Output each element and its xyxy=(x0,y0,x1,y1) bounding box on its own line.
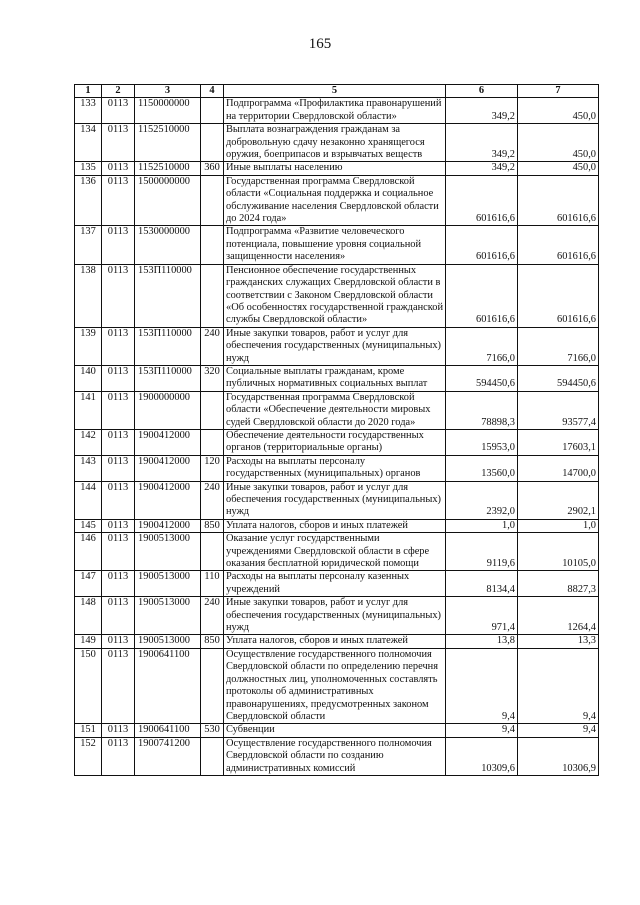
section-code-cell: 0113 xyxy=(102,264,135,327)
table-row xyxy=(75,124,599,162)
table-row xyxy=(75,597,599,635)
row-number-cell: 146 xyxy=(75,533,102,571)
target-code-cell: 1900412000 xyxy=(135,481,201,519)
expense-type-cell: 360 xyxy=(201,162,224,175)
amount-col7-cell: 450,0 xyxy=(518,124,599,162)
row-number-cell: 141 xyxy=(75,391,102,429)
row-number-cell: 133 xyxy=(75,98,102,124)
row-number-cell: 134 xyxy=(75,124,102,162)
item-name-cell: Выплата вознаграждения гражданам за добровольную сдачу незаконно хранящегося оружия, боеприпасов и взрывчатых веществ xyxy=(224,124,446,162)
section-code-cell: 0113 xyxy=(102,98,135,124)
section-code-cell: 0113 xyxy=(102,635,135,648)
table-row xyxy=(75,455,599,481)
amount-col6-cell: 15953,0 xyxy=(446,429,518,455)
target-code-cell: 1900412000 xyxy=(135,519,201,532)
expense-type-cell xyxy=(201,124,224,162)
page-number: 165 xyxy=(308,36,332,52)
item-name-cell: Осуществление государственного полномочия Свердловской области по определению перечня должностных лиц, уполномоченных составлять протоколы об административных правонарушениях, предусмотренных законом Свердловской области xyxy=(224,648,446,723)
expense-type-cell: 120 xyxy=(201,455,224,481)
table-row xyxy=(75,264,599,327)
expense-type-cell xyxy=(201,429,224,455)
item-name-cell: Государственная программа Свердловской области «Обеспечение деятельности мировых судей Свердловской области до 2020 года» xyxy=(224,391,446,429)
table-row xyxy=(75,391,599,429)
amount-col7-cell: 93577,4 xyxy=(518,391,599,429)
row-number-cell: 142 xyxy=(75,429,102,455)
row-number-cell: 144 xyxy=(75,481,102,519)
item-name-cell: Подпрограмма «Развитие человеческого потенциала, повышение уровня социальной защищенности населения» xyxy=(224,226,446,264)
target-code-cell: 153П110000 xyxy=(135,365,201,391)
row-number-cell: 145 xyxy=(75,519,102,532)
expense-type-cell: 240 xyxy=(201,597,224,635)
column-header: 7 xyxy=(518,85,599,98)
amount-col7-cell: 1264,4 xyxy=(518,597,599,635)
expense-type-cell xyxy=(201,98,224,124)
section-code-cell: 0113 xyxy=(102,327,135,365)
table-row xyxy=(75,365,599,391)
amount-col7-cell: 450,0 xyxy=(518,98,599,124)
amount-col7-cell: 601616,6 xyxy=(518,226,599,264)
table-row xyxy=(75,481,599,519)
item-name-cell: Осуществление государственного полномочия Свердловской области по созданию административных комиссий xyxy=(224,737,446,775)
target-code-cell: 1900412000 xyxy=(135,429,201,455)
section-code-cell: 0113 xyxy=(102,724,135,737)
item-name-cell: Иные выплаты населению xyxy=(224,162,446,175)
table-row xyxy=(75,98,599,124)
section-code-cell: 0113 xyxy=(102,737,135,775)
table-row xyxy=(75,737,599,775)
amount-col7-cell: 10306,9 xyxy=(518,737,599,775)
item-name-cell: Социальные выплаты гражданам, кроме публичных нормативных социальных выплат xyxy=(224,365,446,391)
section-code-cell: 0113 xyxy=(102,226,135,264)
target-code-cell: 1152510000 xyxy=(135,124,201,162)
amount-col6-cell: 78898,3 xyxy=(446,391,518,429)
amount-col6-cell: 1,0 xyxy=(446,519,518,532)
target-code-cell: 1530000000 xyxy=(135,226,201,264)
item-name-cell: Иные закупки товаров, работ и услуг для обеспечения государственных (муниципальных) нужд xyxy=(224,327,446,365)
row-number-cell: 147 xyxy=(75,571,102,597)
target-code-cell: 1900513000 xyxy=(135,533,201,571)
table-row xyxy=(75,519,599,532)
item-name-cell: Иные закупки товаров, работ и услуг для обеспечения государственных (муниципальных) нужд xyxy=(224,597,446,635)
row-number-cell: 136 xyxy=(75,175,102,226)
item-name-cell: Пенсионное обеспечение государственных гражданских служащих Свердловской области в соответствии с Законом Свердловской области «Об особенностях государственной гражданской службы Свердловской области» xyxy=(224,264,446,327)
expense-type-cell: 240 xyxy=(201,481,224,519)
amount-col6-cell: 601616,6 xyxy=(446,264,518,327)
amount-col6-cell: 349,2 xyxy=(446,124,518,162)
amount-col6-cell: 9,4 xyxy=(446,724,518,737)
expense-type-cell: 530 xyxy=(201,724,224,737)
amount-col7-cell: 14700,0 xyxy=(518,455,599,481)
target-code-cell: 1900741200 xyxy=(135,737,201,775)
amount-col6-cell: 13560,0 xyxy=(446,455,518,481)
row-number-cell: 149 xyxy=(75,635,102,648)
amount-col6-cell: 349,2 xyxy=(446,98,518,124)
amount-col6-cell: 8134,4 xyxy=(446,571,518,597)
amount-col6-cell: 7166,0 xyxy=(446,327,518,365)
column-header: 2 xyxy=(102,85,135,98)
target-code-cell: 1500000000 xyxy=(135,175,201,226)
amount-col6-cell: 601616,6 xyxy=(446,226,518,264)
row-number-cell: 138 xyxy=(75,264,102,327)
amount-col6-cell: 9119,6 xyxy=(446,533,518,571)
row-number-cell: 152 xyxy=(75,737,102,775)
item-name-cell: Государственная программа Свердловской области «Социальная поддержка и социальное обслуживание населения Свердловской области до 2024 года» xyxy=(224,175,446,226)
item-name-cell: Расходы на выплаты персоналу государственных (муниципальных) органов xyxy=(224,455,446,481)
row-number-cell: 148 xyxy=(75,597,102,635)
section-code-cell: 0113 xyxy=(102,597,135,635)
item-name-cell: Расходы на выплаты персоналу казенных учреждений xyxy=(224,571,446,597)
section-code-cell: 0113 xyxy=(102,391,135,429)
expense-type-cell xyxy=(201,533,224,571)
expense-type-cell: 240 xyxy=(201,327,224,365)
amount-col6-cell: 594450,6 xyxy=(446,365,518,391)
table-header-row xyxy=(75,85,599,98)
table-row xyxy=(75,327,599,365)
expense-type-cell: 110 xyxy=(201,571,224,597)
section-code-cell: 0113 xyxy=(102,481,135,519)
table-row xyxy=(75,429,599,455)
item-name-cell: Уплата налогов, сборов и иных платежей xyxy=(224,519,446,532)
target-code-cell: 153П110000 xyxy=(135,327,201,365)
target-code-cell: 1900412000 xyxy=(135,455,201,481)
amount-col7-cell: 1,0 xyxy=(518,519,599,532)
item-name-cell: Оказание услуг государственными учреждениями Свердловской области в сфере оказания бесплатной юридической помощи xyxy=(224,533,446,571)
amount-col6-cell: 9,4 xyxy=(446,648,518,723)
column-header: 6 xyxy=(446,85,518,98)
table-row xyxy=(75,648,599,723)
amount-col7-cell: 601616,6 xyxy=(518,264,599,327)
row-number-cell: 135 xyxy=(75,162,102,175)
amount-col7-cell: 9,4 xyxy=(518,648,599,723)
expense-type-cell: 320 xyxy=(201,365,224,391)
column-header: 3 xyxy=(135,85,201,98)
table-row xyxy=(75,724,599,737)
section-code-cell: 0113 xyxy=(102,175,135,226)
amount-col7-cell: 7166,0 xyxy=(518,327,599,365)
amount-col7-cell: 2902,1 xyxy=(518,481,599,519)
section-code-cell: 0113 xyxy=(102,571,135,597)
amount-col7-cell: 17603,1 xyxy=(518,429,599,455)
row-number-cell: 143 xyxy=(75,455,102,481)
amount-col6-cell: 349,2 xyxy=(446,162,518,175)
amount-col6-cell: 971,4 xyxy=(446,597,518,635)
table-row xyxy=(75,175,599,226)
amount-col7-cell: 13,3 xyxy=(518,635,599,648)
column-header: 4 xyxy=(201,85,224,98)
item-name-cell: Субвенции xyxy=(224,724,446,737)
section-code-cell: 0113 xyxy=(102,162,135,175)
expense-type-cell xyxy=(201,737,224,775)
column-header: 5 xyxy=(224,85,446,98)
expense-type-cell xyxy=(201,648,224,723)
table-row xyxy=(75,571,599,597)
expense-type-cell xyxy=(201,391,224,429)
amount-col6-cell: 13,8 xyxy=(446,635,518,648)
section-code-cell: 0113 xyxy=(102,533,135,571)
target-code-cell: 1900513000 xyxy=(135,635,201,648)
section-code-cell: 0113 xyxy=(102,455,135,481)
expense-type-cell xyxy=(201,226,224,264)
target-code-cell: 1900000000 xyxy=(135,391,201,429)
amount-col7-cell: 9,4 xyxy=(518,724,599,737)
table-row xyxy=(75,226,599,264)
target-code-cell: 1900641100 xyxy=(135,648,201,723)
expense-type-cell: 850 xyxy=(201,519,224,532)
item-name-cell: Уплата налогов, сборов и иных платежей xyxy=(224,635,446,648)
table-row xyxy=(75,162,599,175)
amount-col7-cell: 450,0 xyxy=(518,162,599,175)
table-row xyxy=(75,635,599,648)
row-number-cell: 151 xyxy=(75,724,102,737)
amount-col6-cell: 601616,6 xyxy=(446,175,518,226)
target-code-cell: 153П110000 xyxy=(135,264,201,327)
row-number-cell: 150 xyxy=(75,648,102,723)
target-code-cell: 1900513000 xyxy=(135,597,201,635)
target-code-cell: 1152510000 xyxy=(135,162,201,175)
column-header: 1 xyxy=(75,85,102,98)
budget-table xyxy=(74,84,599,776)
expense-type-cell xyxy=(201,264,224,327)
item-name-cell: Подпрограмма «Профилактика правонарушений на территории Свердловской области» xyxy=(224,98,446,124)
target-code-cell: 1150000000 xyxy=(135,98,201,124)
amount-col7-cell: 601616,6 xyxy=(518,175,599,226)
amount-col7-cell: 10105,0 xyxy=(518,533,599,571)
amount-col7-cell: 594450,6 xyxy=(518,365,599,391)
section-code-cell: 0113 xyxy=(102,648,135,723)
target-code-cell: 1900641100 xyxy=(135,724,201,737)
item-name-cell: Обеспечение деятельности государственных органов (территориальные органы) xyxy=(224,429,446,455)
table-row xyxy=(75,533,599,571)
row-number-cell: 137 xyxy=(75,226,102,264)
section-code-cell: 0113 xyxy=(102,365,135,391)
expense-type-cell xyxy=(201,175,224,226)
section-code-cell: 0113 xyxy=(102,124,135,162)
amount-col6-cell: 10309,6 xyxy=(446,737,518,775)
target-code-cell: 1900513000 xyxy=(135,571,201,597)
row-number-cell: 139 xyxy=(75,327,102,365)
item-name-cell: Иные закупки товаров, работ и услуг для обеспечения государственных (муниципальных) нужд xyxy=(224,481,446,519)
amount-col7-cell: 8827,3 xyxy=(518,571,599,597)
section-code-cell: 0113 xyxy=(102,429,135,455)
row-number-cell: 140 xyxy=(75,365,102,391)
section-code-cell: 0113 xyxy=(102,519,135,532)
expense-type-cell: 850 xyxy=(201,635,224,648)
amount-col6-cell: 2392,0 xyxy=(446,481,518,519)
